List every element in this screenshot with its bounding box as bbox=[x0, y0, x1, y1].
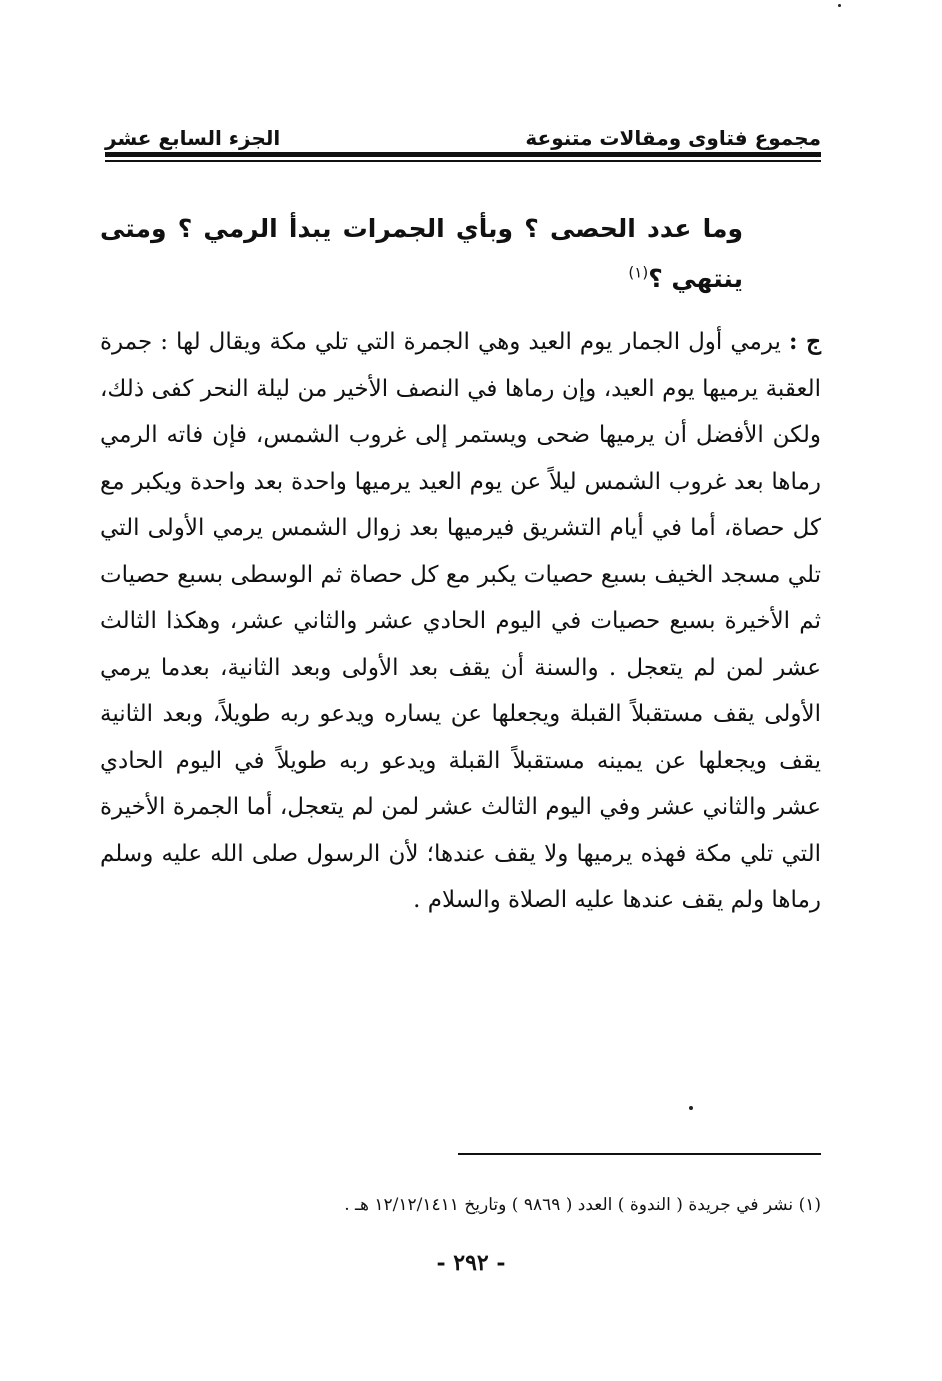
ink-speck bbox=[838, 4, 841, 7]
answer-paragraph bbox=[100, 319, 821, 924]
answer-lead: ج : bbox=[788, 328, 822, 355]
ink-speck bbox=[689, 1106, 693, 1110]
question-text: وما عدد الحصى ؟ وبأي الجمرات يبدأ الرمي ؟ ومتى ينتهي ؟ bbox=[100, 214, 743, 293]
footnote-marker: (١) bbox=[798, 1195, 821, 1215]
page-number: - ٢٩٢ - bbox=[436, 1250, 506, 1276]
footnote-text: نشر في جريدة ( الندوة ) العدد ( ٩٨٦٩ ) وتاريخ ١٢/١٢/١٤١١ هـ . bbox=[344, 1195, 794, 1215]
footnote-reference: (١) bbox=[628, 263, 649, 282]
question-heading bbox=[100, 204, 743, 304]
footnote-rule bbox=[458, 1153, 821, 1155]
answer-text: يرمي أول الجمار يوم العيد وهي الجمرة التي تلي مكة ويقال لها : جمرة العقبة يرميها يوم العيد، وإن رماها في النصف الأخير من ليلة النحر كفى ذلك، ولكن الأفضل أن يرميها ضحى ويستمر إلى غروب الشمس، فإن فاته الرمي رماها بعد غروب الشمس ليلاً عن يوم العيد يرميها واحدة بعد واحدة ويكبر مع كل حصاة، أما في أيام التشريق فيرميها بعد زوال الشمس يرمي الأولى التي تلي مسجد الخيف بسبع حصيات يكبر مع كل حصاة ثم الوسطى بسبع حصيات ثم الأخيرة بسبع حصيات في اليوم الحادي عشر والثاني عشر، وهكذا الثالث عشر لمن لم يتعجل . والسنة أن يقف بعد الأولى وبعد الثانية، بعدما يرمي الأولى يقف مستقبلاً القبلة ويجعلها عن يساره ويدعو ربه طويلاً، وبعد الثانية يقف ويجعلها عن يمينه مستقبلاً القبلة ويدعو ربه طويلاً في اليوم الحادي عشر والثاني عشر وفي اليوم الثالث عشر لمن لم يتعجل، أما الجمرة الأخيرة التي تلي مكة فهذه يرميها ولا يقف عندها؛ لأن الرسول صلى الله عليه وسلم رماها ولم يقف عندها عليه الصلاة والسلام . bbox=[100, 329, 821, 913]
book-title: مجموع فتاوى ومقالات متنوعة bbox=[525, 126, 821, 150]
header-rule-thick bbox=[105, 152, 821, 157]
running-head bbox=[105, 118, 821, 148]
footnote bbox=[100, 1190, 821, 1220]
header-rule-thin bbox=[105, 160, 821, 162]
volume-label: الجزء السابع عشر bbox=[105, 126, 281, 150]
